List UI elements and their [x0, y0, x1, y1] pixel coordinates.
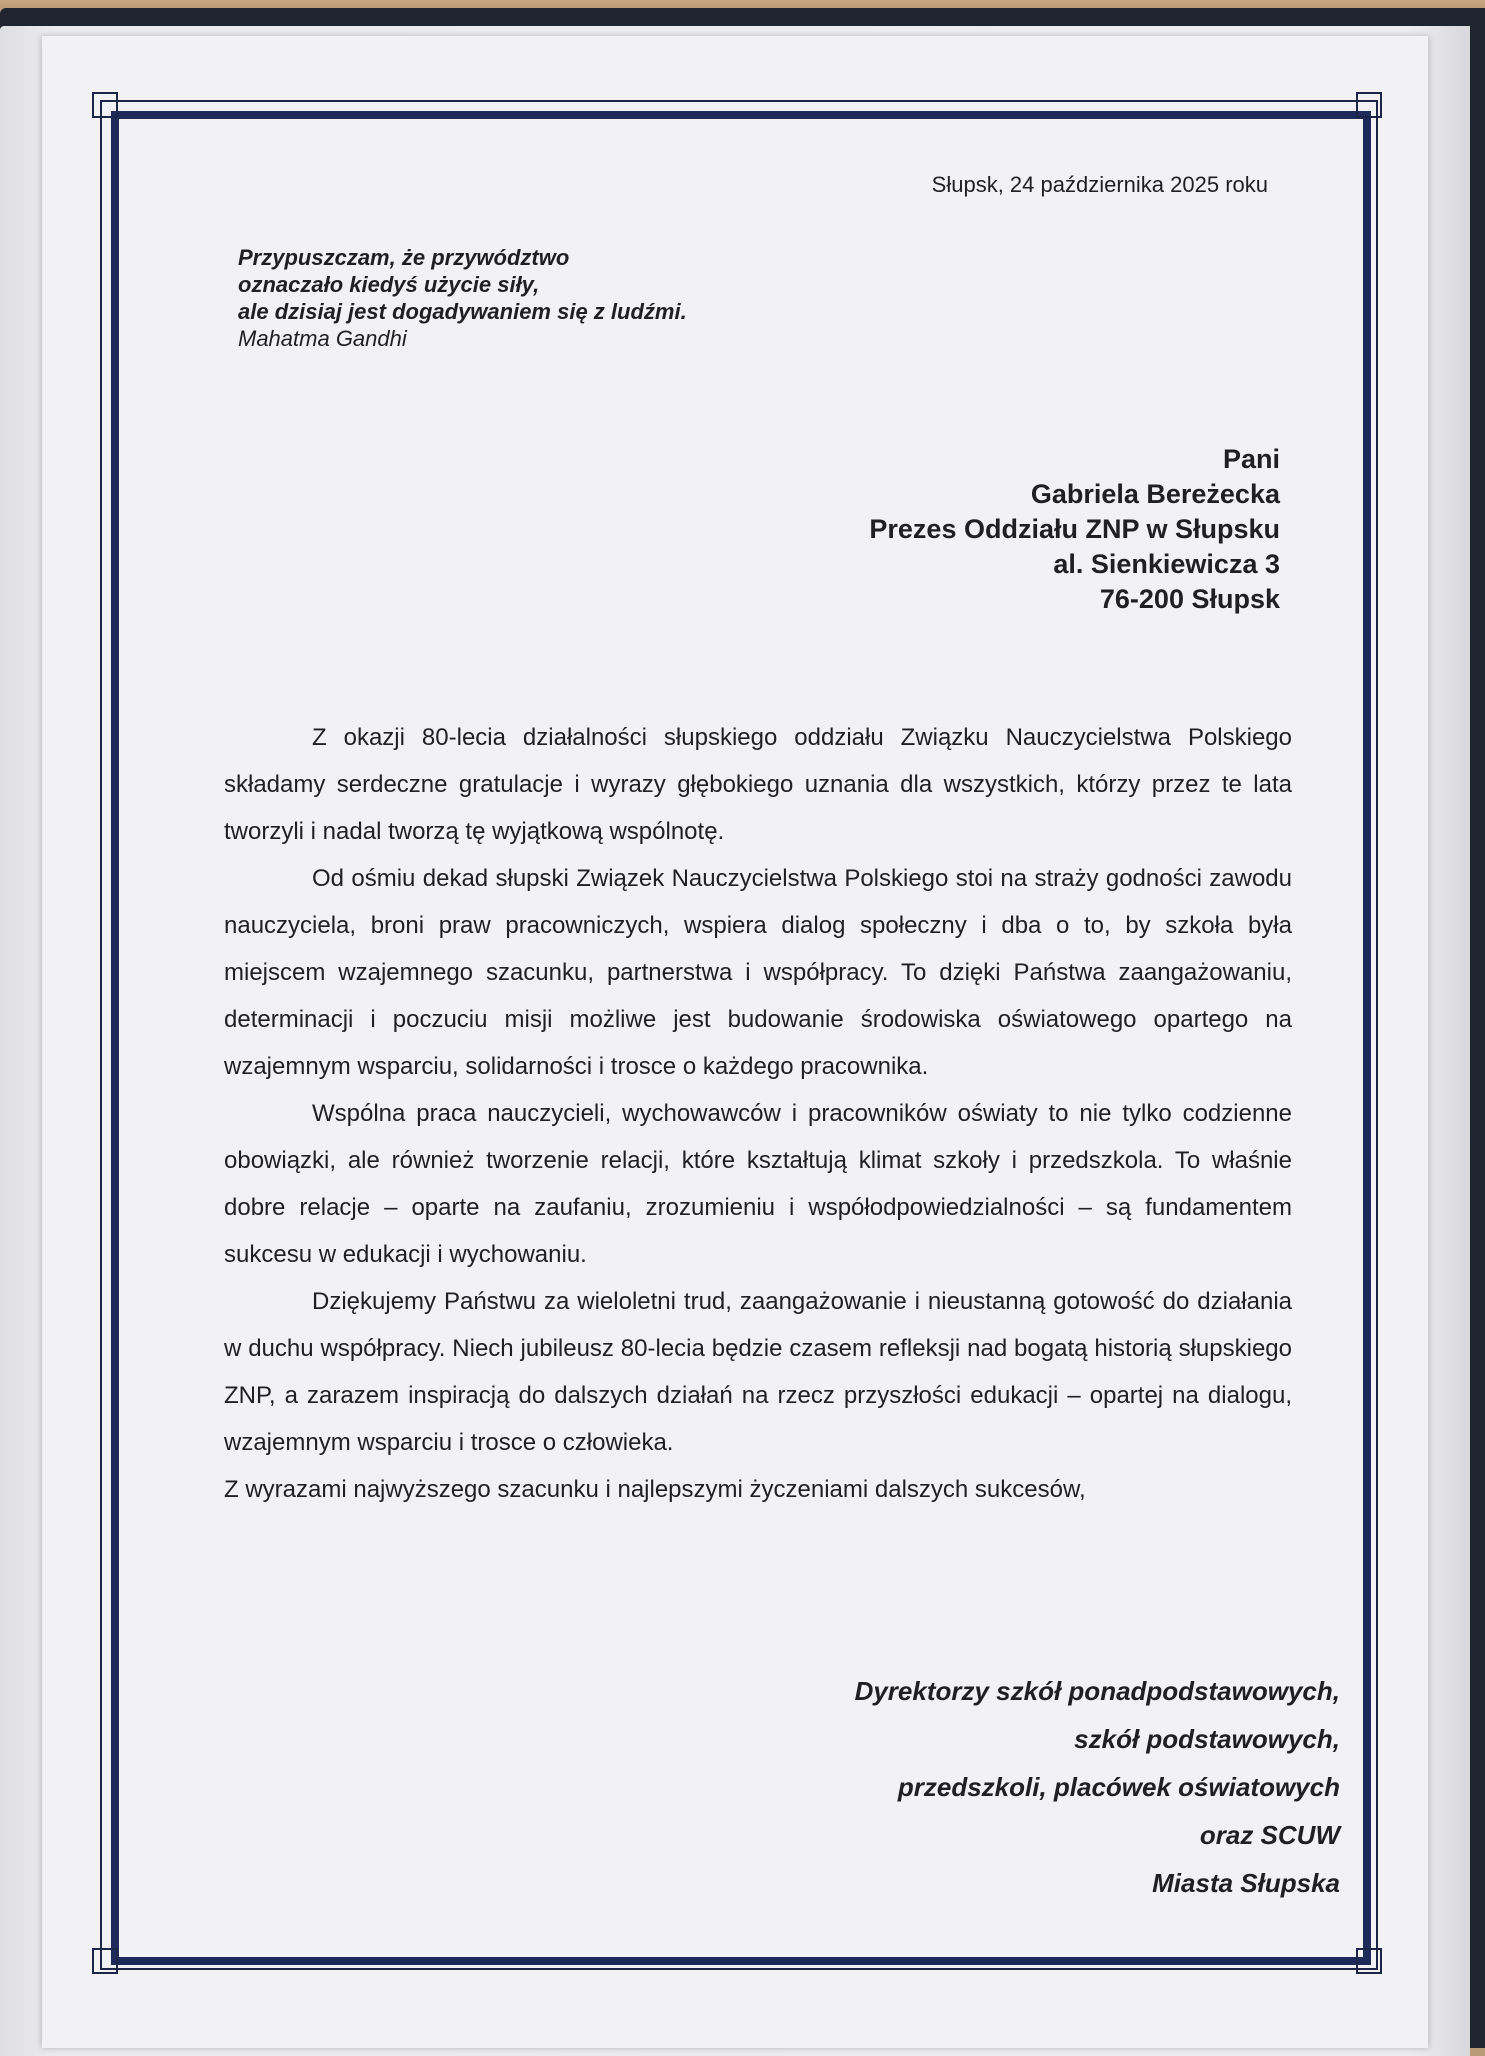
body-paragraph: Dziękujemy Państwu za wieloletni trud, zaangażowanie i nieustanną gotowość do działania w duchu współpracy. Niech jubileusz 80-lecia będzie czasem refleksji nad bogatą historią słupskiego ZNP, a zarazem inspiracją do dalszych działań na rzecz przyszłości edukacji – opartej na dialogu, wzajemnym wsparciu i trosce o człowieka. [224, 1288, 1292, 1456]
addressee-street: al. Sienkiewicza 3 [1053, 549, 1280, 579]
signature-line: Miasta Słupska [1152, 1868, 1340, 1898]
motto-line: oznaczało kiedyś użycie siły, [238, 272, 540, 297]
signature-line: szkół podstawowych, [1074, 1724, 1340, 1754]
motto-quote [238, 244, 878, 352]
addressee-position: Prezes Oddziału ZNP w Słupsku [869, 514, 1280, 544]
addressee-block [560, 442, 1280, 617]
addressee-salutation: Pani [1222, 444, 1280, 474]
body-paragraph: Z okazji 80-lecia działalności słupskiego oddziału Związku Nauczycielstwa Polskiego składamy serdeczne gratulacje i wyrazy głębokiego uznania dla wszystkich, którzy przez te lata tworzyli i nadal tworzą tę wyjątkową wspólnotę. [224, 724, 1292, 845]
motto-line: Przypuszczam, że przywództwo [238, 245, 570, 270]
signature-line: oraz SCUW [1199, 1820, 1340, 1850]
motto-author: Mahatma Gandhi [238, 326, 407, 351]
motto-line: ale dzisiaj jest dogadywaniem się z ludźmi. [238, 299, 687, 324]
signature-block [680, 1667, 1340, 1907]
addressee-city: 76-200 Słupsk [1099, 584, 1280, 614]
body-paragraph: Od ośmiu dekad słupski Związek Nauczycielstwa Polskiego stoi na straży godności zawodu nauczyciela, broni praw pracowniczych, wspiera dialog społeczny i dba o to, by szkoła była miejscem wzajemnego szacunku, partnerstwa i współpracy. To dzięki Państwa zaangażowaniu, determinacji i poczuciu misji możliwe jest budowanie środowiska oświatowego opartego na wzajemnym wsparciu, solidarności i trosce o każdego pracownika. [224, 865, 1292, 1080]
closing-line: Z wyrazami najwyższego szacunku i najlepszymi życzeniami dalszych sukcesów, [224, 1476, 1086, 1503]
letter-body [224, 714, 1292, 1513]
signature-line: Dyrektorzy szkół ponadpodstawowych, [854, 1676, 1340, 1706]
letter-date: Słupsk, 24 października 2025 roku [931, 172, 1268, 197]
addressee-name: Gabriela Bereżecka [1030, 479, 1280, 509]
body-paragraph: Wspólna praca nauczycieli, wychowawców i pracowników oświaty to nie tylko codzienne obowiązki, ale również tworzenie relacji, które kształtują klimat szkoły i przedszkola. To właśnie dobre relacje – oparte na zaufaniu, zrozumieniu i współodpowiedzialności – są fundamentem sukcesu w edukacji i wychowaniu. [224, 1100, 1292, 1268]
signature-line: przedszkoli, placówek oświatowych [897, 1772, 1340, 1802]
